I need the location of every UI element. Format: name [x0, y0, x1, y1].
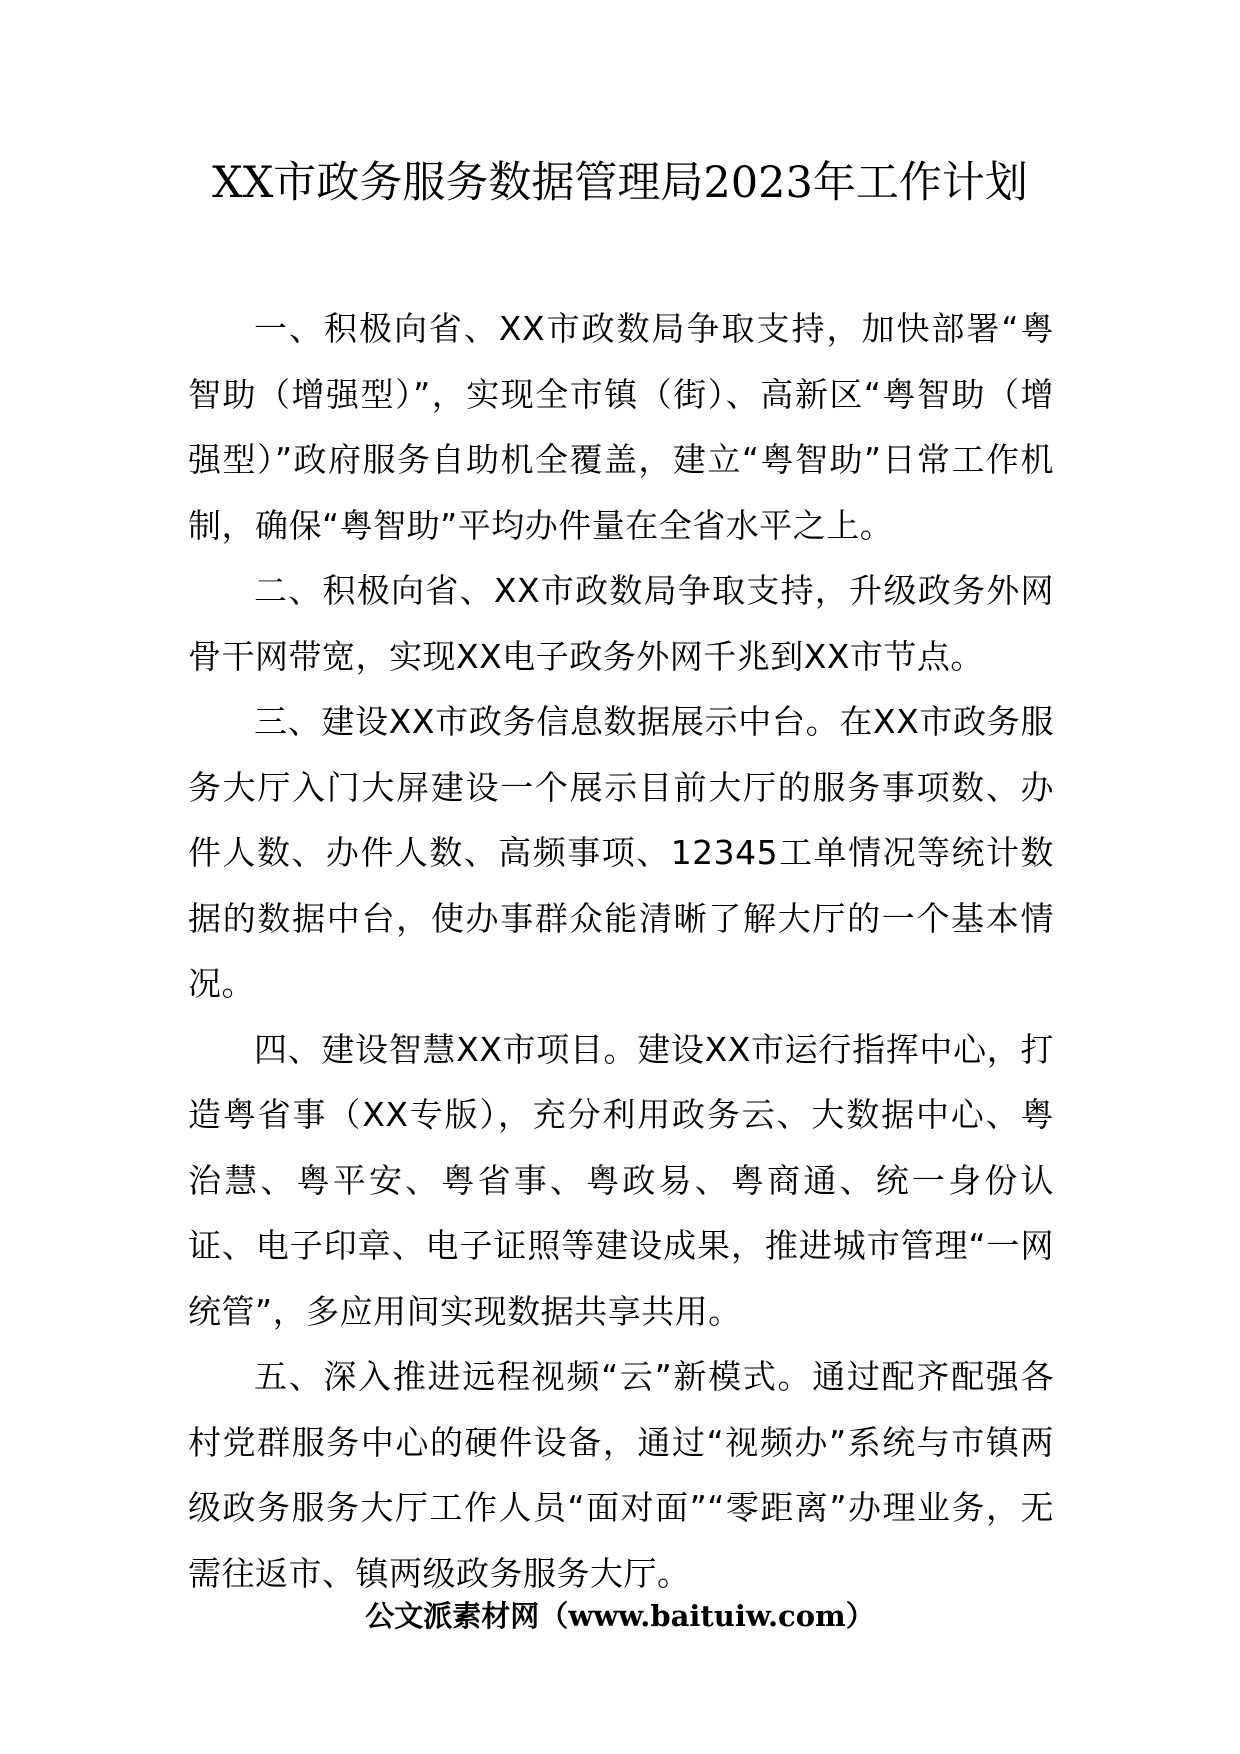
paragraph-3: 三、建设XX市政务信息数据展示中台。在XX市政务服务大厅入门大屏建设一个展示目前大厅的服务事项数、办件人数、办件人数、高频事项、12345工单情况等统计数据的数据中台，使办事群众能清晰了解大厅的一个基本情况。 — [188, 702, 1054, 1003]
paragraph-5: 五、深入推进远程视频“云”新模式。通过配齐配强各村党群服务中心的硬件设备，通过“视频办”系统与市镇两级政务服务大厅工作人员“面对面”“零距离”办理业务，无需往返市、镇两级政务服务大厅。 — [188, 1357, 1054, 1593]
paragraph-1: 一、积极向省、XX市政数局争取支持，加快部署“粤智助（增强型）”，实现全市镇（街）、高新区“粤智助（增强型）”政府服务自助机全覆盖，建立“粤智助”日常工作机制，确保“粤智助”平均办件量在全省水平之上。 — [188, 309, 1054, 545]
footer-watermark: 公文派素材网（www.baituiw.com） — [365, 1599, 875, 1633]
paragraph-4: 四、建设智慧XX市项目。建设XX市运行指挥中心，打造粤省事（XX专版），充分利用政务云、大数据中心、粤治慧、粤平安、粤省事、粤政易、粤商通、统一身份认证、电子印章、电子证照等建设成果，推进城市管理“一网统管”，多应用间实现数据共享共用。 — [188, 1029, 1054, 1331]
document-title: XX市政务服务数据管理局2023年工作计划 — [212, 158, 1028, 208]
paragraph-2: 二、积极向省、XX市政数局争取支持，升级政务外网骨干网带宽，实现XX电子政务外网千兆到XX市节点。 — [188, 571, 1054, 676]
document-body — [188, 296, 1054, 1606]
